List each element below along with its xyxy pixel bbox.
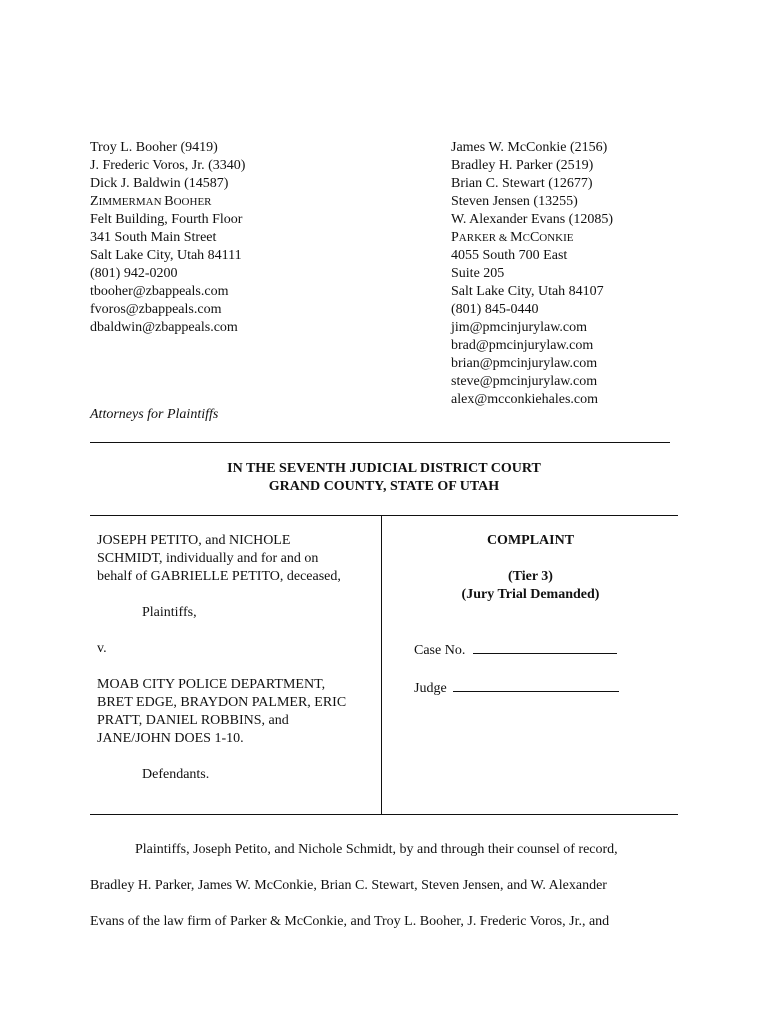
left-email: fvoros@zbappeals.com bbox=[90, 302, 222, 317]
plaintiffs-label: Plaintiffs, bbox=[142, 605, 197, 620]
left-counsel-block bbox=[90, 139, 420, 337]
right-counsel-line: Steven Jensen (13255) bbox=[451, 194, 578, 209]
right-counsel-line: James W. McConkie (2156) bbox=[451, 140, 608, 155]
judge-row bbox=[383, 678, 678, 698]
right-email: brad@pmcinjurylaw.com bbox=[451, 338, 594, 353]
attorneys-for-plaintiffs: Attorneys for Plaintiffs bbox=[90, 407, 219, 422]
defendants-label: Defendants. bbox=[142, 767, 210, 782]
plaintiffs-line: behalf of GABRIELLE PETITO, deceased, bbox=[97, 569, 341, 584]
right-email: jim@pmcinjurylaw.com bbox=[451, 320, 588, 335]
complaint-tier: (Tier 3) bbox=[508, 569, 553, 584]
defendants-line: JANE/JOHN DOES 1-10. bbox=[97, 731, 244, 746]
right-address-line: Suite 205 bbox=[451, 266, 505, 281]
left-address-line: Felt Building, Fourth Floor bbox=[90, 212, 243, 227]
judge-label: Judge bbox=[414, 681, 447, 696]
judge-blank[interactable] bbox=[453, 678, 619, 692]
plaintiffs-line: SCHMIDT, individually and for and on bbox=[97, 551, 319, 566]
caption-bottom-rule bbox=[90, 814, 678, 815]
left-address-line: 341 South Main Street bbox=[90, 230, 217, 245]
body-line: Bradley H. Parker, James W. McConkie, Brian C. Stewart, Steven Jensen, and W. Alexander bbox=[90, 878, 607, 893]
defendants-line: BRET EDGE, BRAYDON PALMER, ERIC bbox=[97, 695, 347, 710]
caption-parties bbox=[97, 532, 377, 784]
left-firm-name: ZIMMERMAN BOOHER bbox=[90, 194, 212, 209]
court-heading bbox=[90, 460, 678, 496]
right-email: steve@pmcinjurylaw.com bbox=[451, 374, 598, 389]
right-counsel-line: Bradley H. Parker (2519) bbox=[451, 158, 594, 173]
case-number-label: Case No. bbox=[414, 643, 466, 658]
right-firm-name: PARKER & MCCONKIE bbox=[451, 230, 574, 245]
caption-divider bbox=[381, 515, 382, 815]
versus: v. bbox=[97, 641, 107, 656]
complaint-block bbox=[383, 532, 678, 698]
body-line: Evans of the law firm of Parker & McConkie, and Troy L. Booher, J. Frederic Voros, Jr., and bbox=[90, 914, 610, 929]
left-phone: (801) 942-0200 bbox=[90, 266, 178, 281]
court-county: GRAND COUNTY, STATE OF UTAH bbox=[268, 479, 500, 494]
case-number-row bbox=[383, 640, 678, 660]
right-counsel-line: W. Alexander Evans (12085) bbox=[451, 212, 613, 227]
court-name: IN THE SEVENTH JUDICIAL DISTRICT COURT bbox=[227, 461, 541, 476]
body-line: Plaintiffs, Joseph Petito, and Nichole Schmidt, by and through their counsel of record, bbox=[135, 842, 618, 857]
right-counsel-line: Brian C. Stewart (12677) bbox=[451, 176, 593, 191]
defendants-line: PRATT, DANIEL ROBBINS, and bbox=[97, 713, 289, 728]
caption-top-rule bbox=[90, 515, 678, 516]
left-counsel-line: Dick J. Baldwin (14587) bbox=[90, 176, 229, 191]
plaintiffs-line: JOSEPH PETITO, and NICHOLE bbox=[97, 533, 291, 548]
right-phone: (801) 845-0440 bbox=[451, 302, 539, 317]
left-email: dbaldwin@zbappeals.com bbox=[90, 320, 238, 335]
case-number-blank[interactable] bbox=[473, 640, 617, 654]
defendants-line: MOAB CITY POLICE DEPARTMENT, bbox=[97, 677, 326, 692]
header-divider bbox=[90, 442, 670, 443]
left-email: tbooher@zbappeals.com bbox=[90, 284, 229, 299]
body-paragraph bbox=[90, 832, 680, 940]
right-address-line: Salt Lake City, Utah 84107 bbox=[451, 284, 604, 299]
right-counsel-block bbox=[451, 139, 711, 409]
complaint-title: COMPLAINT bbox=[486, 533, 575, 548]
left-address-line: Salt Lake City, Utah 84111 bbox=[90, 248, 242, 263]
left-counsel-line: Troy L. Booher (9419) bbox=[90, 140, 218, 155]
right-address-line: 4055 South 700 East bbox=[451, 248, 568, 263]
right-email: alex@mcconkiehales.com bbox=[451, 392, 598, 407]
left-counsel-line: J. Frederic Voros, Jr. (3340) bbox=[90, 158, 246, 173]
jury-demand: (Jury Trial Demanded) bbox=[461, 587, 600, 602]
right-email: brian@pmcinjurylaw.com bbox=[451, 356, 598, 371]
